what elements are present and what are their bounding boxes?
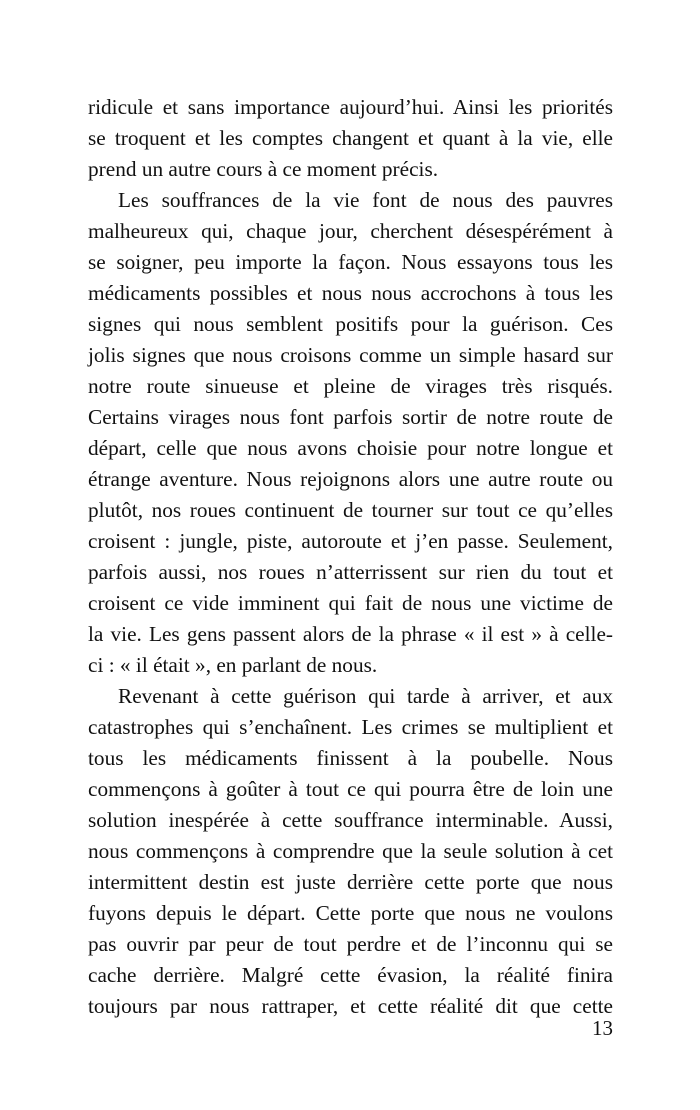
paragraph-1 [88,92,613,185]
text-line: parfois aussi, nos roues n’atterrissent sur rien du tout et [88,560,613,584]
text-line: croisent ce vide imminent qui fait de nous une victime de [88,591,613,615]
text-line: signes qui nous semblent positifs pour la guérison. Ces [88,312,613,336]
text-line: jolis signes que nous croisons comme un simple hasard sur [88,343,613,367]
text-line: catastrophes qui s’enchaînent. Les crimes se multiplient et [88,715,613,739]
text-line: Certains virages nous font parfois sortir de notre route de [88,405,613,429]
text-line: Les souffrances de la vie font de nous des pauvres [118,188,613,212]
paragraph-2 [88,185,613,681]
text-line: médicaments possibles et nous nous accrochons à tous les [88,281,613,305]
paragraph-3 [88,681,613,1022]
page-number: 13 [592,1016,613,1040]
text-line: ridicule et sans importance aujourd’hui. Ainsi les priorités [88,95,613,119]
text-line: nous commençons à comprendre que la seule solution à cet [88,839,613,863]
text-line: départ, celle que nous avons choisie pour notre longue et [88,436,613,460]
text-line: croisent : jungle, piste, autoroute et j’en passe. Seulement, [88,529,613,553]
text-line: la vie. Les gens passent alors de la phrase « il est » à celle- [88,622,613,646]
text-line: ci : « il était », en parlant de nous. [88,653,378,677]
text-line: tous les médicaments finissent à la poubelle. Nous [88,746,613,770]
body-text [88,92,613,1022]
text-line: étrange aventure. Nous rejoignons alors une autre route ou [88,467,613,491]
text-line: solution inespérée à cette souffrance interminable. Aussi, [88,808,613,832]
text-line: se soigner, peu importe la façon. Nous essayons tous les [88,250,613,274]
text-line: commençons à goûter à tout ce qui pourra être de loin une [88,777,613,801]
text-line: se troquent et les comptes changent et quant à la vie, elle [88,126,613,150]
text-line: intermittent destin est juste derrière cette porte que nous [88,870,613,894]
text-line: plutôt, nos roues continuent de tourner sur tout ce qu’elles [88,498,613,522]
text-line: malheureux qui, chaque jour, cherchent désespérément à [88,219,613,243]
text-line: Revenant à cette guérison qui tarde à arriver, et aux [118,684,613,708]
text-line: cache derrière. Malgré cette évasion, la réalité finira [88,963,613,987]
text-line: notre route sinueuse et pleine de virages très risqués. [88,374,613,398]
text-line: toujours par nous rattraper, et cette réalité dit que cette [88,994,613,1018]
text-line: prend un autre cours à ce moment précis. [88,157,439,181]
text-line: pas ouvrir par peur de tout perdre et de l’inconnu qui se [88,932,613,956]
text-line: fuyons depuis le départ. Cette porte que nous ne voulons [88,901,613,925]
